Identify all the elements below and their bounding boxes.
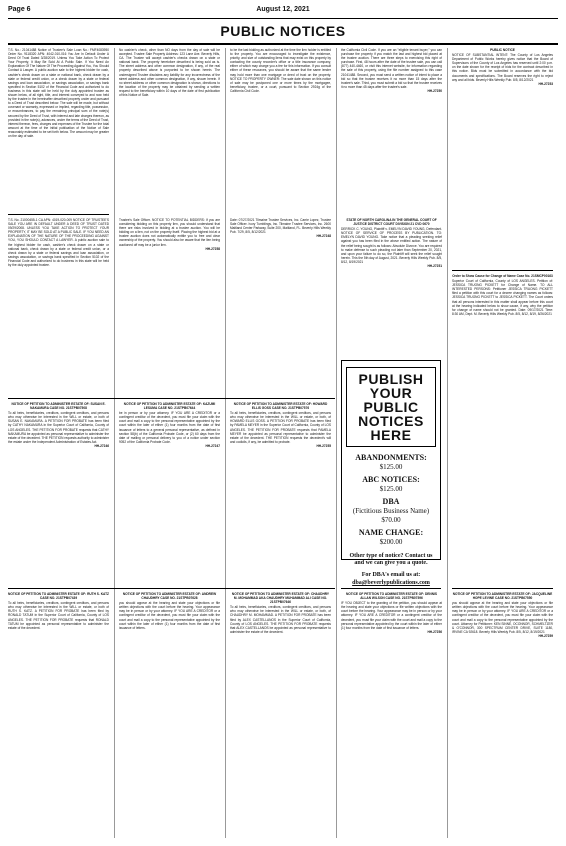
ad-email-link[interactable]: dba@beverlypublications.com	[352, 580, 430, 586]
page-number: Page 6	[8, 6, 31, 13]
issue-date: August 12, 2021	[256, 6, 310, 13]
notice-trustee-sale	[8, 48, 109, 138]
notice-body: Date: 07/27/2021 Tilmaine Trustee Services, Inc. Carrie Lopez, Trustee Sale Officer. Ivory Tumblings, Inc. Tilmaine Trustee Services, Inc. 2600 Maitland Center Parkway, Suite 200, Maitland, FL. Beverly Hills Weekly Pub. 7/29, 8/5, 8/12/2021	[230, 218, 331, 235]
column-3-middle	[230, 218, 331, 396]
column-3-bottom	[230, 592, 331, 838]
ad-abandonments-label: ABANDONMENTS:	[355, 453, 427, 462]
notice-body: you should appear at the hearing and state your objections or file written objections with the court before the hearing. Your appearance may be in person or by your attorney. IF YOU ARE A CREDITOR or a contingent creditor of the decedent, you must file your claim with the court and mail a copy to the personal representative appointed by the court within the later of either (1) four months from the date of first issuance of letters.	[119, 601, 220, 630]
notice-trustee-sale-cont	[230, 48, 331, 93]
notice-title: NOTICE OF PETITION TO ADMINISTER ESTATE OF: ANDREW CHAUDHRY CASE NO. 21STPB07628	[122, 592, 217, 601]
column-5-bottom	[452, 592, 553, 838]
notice-body: To all heirs, beneficiaries, creditors, contingent creditors, and persons who may otherwise be interested in the WILL or estate, or both of RUTH S. KATZ. A PETITION FOR PROBATE has been filed by RONALD TATUM in the Superior Court of California, County of LOS ANGELES. THE PETITION FOR PROBATE requests that RONALD TATUM be appointed as personal representative to administer the estate of the decedent.	[8, 601, 109, 630]
ad-email-label: For DBA's email us at:	[361, 572, 421, 578]
ad-abandonments-price: $125.00	[379, 463, 403, 471]
notice-title: NOTICE OF PETITION TO ADMINISTER ESTATE OF: JACQUELINE HOPE LEVINE CASE NO. 21STPB07550	[452, 592, 553, 601]
notice-reference: HH-27255	[316, 443, 331, 448]
ad-name-change-label: NAME CHANGE:	[358, 528, 424, 537]
notice-reference: HH-27246	[94, 443, 109, 448]
notice-reference: HH-27247	[205, 443, 220, 448]
notice-probate	[119, 592, 220, 630]
notice-divider	[8, 214, 109, 215]
notice-body: be in person or by your attorney. IF YOU ARE A CREDITOR or a contingent creditor of the decedent, you must file your claim with the court and mail a copy to the personal representative appointed by the court within the later of either (1) four months from the date of first issuance of letters to a general personal representative, as defined in section 58(b) of the California Probate Code, or (2) 60 days from the date of mailing or personal delivery to you of a notice under section 9052 of the California Probate Code.	[119, 411, 220, 444]
column-4-top	[341, 48, 442, 208]
notice-title: NOTICE OF PETITION TO ADMINISTER ESTATE OF: CHAUDHRY M. MOHAMMAD AKA CHAUDHRY MUHAMMAD ALI CASE NO. 21STPB07646	[231, 592, 330, 605]
column-1-lower	[8, 402, 109, 586]
notice-title: PUBLIC NOTICE	[490, 48, 515, 52]
notice-body: NOTICE OF SUBSTANTIAL INTENT: The County of Los Angeles Department of Public Works hereby gives notice that the Board of Supervisors of the County of Los Angeles has reserved until 2:00 p.m. on the date shown for the receipt of bids for the contract described in this notice. Bids must be submitted in accordance with the bid documents and specifications. The Board reserves the right to reject any and all bids. Beverly Hills Weekly Pub. 8/5, 8/12/2021	[452, 53, 553, 82]
column-divider	[114, 48, 115, 838]
column-4-middle	[341, 218, 442, 354]
notice-body: T.S. No. 21000455-1 CA APN: 4019-020-009 NOTICE OF TRUSTEE'S SALE YOU ARE IN DEFAULT UNDER A DEED OF TRUST DATED 09/29/2008. UNLESS YOU TAKE ACTION TO PROTECT YOUR PROPERTY, IT MAY BE SOLD AT A PUBLIC SALE. IF YOU NEED AN EXPLANATION OF THE NATURE OF THE PROCEEDING AGAINST YOU, YOU SHOULD CONTACT A LAWYER. A public auction sale to the highest bidder for cash, cashier's check drawn on a state or national bank, check drawn by a state or federal credit union, or a check drawn by a state or federal savings and loan association, or savings association, or savings bank specified in Section 5102 of the Financial Code and authorized to do business in this state will be held by the duly appointed trustee.	[8, 218, 109, 268]
notice-body: No cashier's check, other than NO days from the day of sale will be accepted. Trustee Sale Property Address: 123 Lane Ave. Beverly Hills, CA. The Trustee will accept cashier's checks drawn on a state or national bank. The property heretofore described is being sold as is. The street address and other common designation, if any, of the real property described above is purported to be shown herein. The undersigned Trustee disclaims any liability for any incorrectness of the street address and other common designation, if any, shown herein. If no street address or other common designation is shown, directions to the location of the property may be obtained by sending a written request to the beneficiary within 10 days of the date of first publication of this Notice of Sale.	[119, 48, 220, 98]
column-divider	[336, 48, 337, 838]
notice-title: NOTICE OF PETITION TO ADMINISTER ESTATE OF: SUSAN E. NAKAMURA CASE NO. 21STPB07508	[11, 402, 106, 411]
column-2-top	[119, 48, 220, 208]
column-3-top	[230, 48, 331, 208]
column-2-middle	[119, 218, 220, 396]
notice-body: T.S. No.: 21041488 Notice of Trustee's Sale Loan No.: FMF4083950 Order No. 9118320 APN: 4042-010-016 You Are In Default Under A Deed Of Trust Dated 3/28/2019. Unless You Take Action To Protect Your Property, It May Be Sold At A Public Sale. If You Need An Explanation Of The Nature Of The Proceeding Against You, You Should Contact A Lawyer. A public auction sale to the highest bidder for cash, cashier's check drawn on a state or national bank, check drawn by a state or federal credit union, or a check drawn by a state or federal savings and loan association, or savings association, or savings bank specified in Section 5102 of the Financial Code and authorized to do business in this state will be held by the duly appointed trustee as shown below, of all right, title, and interest conveyed to and now held by the trustee in the hereinafter described property under and pursuant to a Deed of Trust described below. The sale will be made, but without covenant or warranty, expressed or implied, regarding title, possession, or encumbrances, to pay the remaining principal sum of the note(s) secured by the Deed of Trust, with interest and late charges thereon, as provided in the note(s), advances, under the terms of the Deed of Trust, interest thereon, fees, charges and expenses of the Trustee for the total amount at the time of the initial publication of the Notice of Sale reasonably estimated to be set forth below. The amount may be greater on the day of sale.	[8, 48, 109, 138]
column-5-middle	[452, 274, 553, 584]
notice-body: the California Civil Code. If you are an "eligible tenant buyer," you can purchase the property if you match the last and highest bid placed at the trustee auction. There are three steps to exercising this right of purchase. First, 48 hours after the date of the trustee sale, you can call (877) 440-4460, or visit this internet website, for information regarding the sale of this property, using the file number assigned to this case 21041488. Second, you must send a written notice of intent to place a bid so that the trustee receives it no more than 15 days after the trustee's sale. Third, you must submit a bid so that the trustee receives it no more than 45 days after the trustee's sale.	[341, 48, 442, 89]
notice-trustee-sale-cont	[119, 48, 220, 97]
notice-probate	[452, 592, 553, 638]
column-divider	[225, 48, 226, 838]
notice-probate	[230, 402, 331, 448]
notice-body: IF YOU OBJECT to the granting of the petition, you should appear at the hearing and state your objections or file written objections with the court before the hearing. Your appearance may be in person or by your attorney. IF YOU ARE A CREDITOR or a contingent creditor of the decedent, you must file your claim with the court and mail a copy to the personal representative appointed by the court within the later of either (1) four months from the date of first issuance of letters.	[341, 601, 442, 630]
ad-headline: PUBLISH YOUR PUBLIC NOTICES HERE	[346, 367, 436, 447]
notice-divorce-service	[341, 218, 442, 268]
column-4-bottom	[341, 592, 442, 838]
notice-trustee-sale-cont	[230, 218, 331, 238]
notice-body: To all heirs, beneficiaries, creditors, contingent creditors, and persons who may otherwise be interested in the WILL or estate, or both, of CHAUDHRY M. MOHAMMAD. A PETITION FOR PROBATE has been filed by ALEX CASTELLANOS in the Superior Court of California, County of LOS ANGELES. THE PETITION FOR PROBATE requests that ALEX CASTELLANOS be appointed as personal representative to administer the estate of the decedent.	[230, 605, 331, 634]
notice-public-works	[452, 48, 553, 86]
notice-reference: HH-27258	[205, 246, 220, 251]
ad-abc-label: ABC NOTICES:	[362, 475, 420, 484]
notice-trustee-sale-cont	[119, 218, 220, 251]
notice-trustee-sale-cont	[341, 48, 442, 93]
ad-abc-price: $125.00	[379, 485, 403, 493]
notice-reference: HH-27256	[427, 629, 442, 634]
page-header	[8, 4, 558, 18]
notice-body: To all heirs, beneficiaries, creditors, contingent creditors, and persons who may otherwise be interested in the WILL or estate, or both, of HOWARD ELLIS GOSS. A PETITION FOR PROBATE has been filed by PAMELA MEYER in the Superior Court of California, County of LOS ANGELES. THE PETITION FOR PROBATE requests that PAMELA MEYER be appointed as personal representative to administer the estate of the decedent. THE PETITION requests the decedent's will and codicils, if any, be admitted to probate.	[230, 411, 331, 444]
column-1-middle	[8, 218, 109, 396]
header-rule	[8, 18, 558, 19]
notice-divider	[8, 398, 335, 399]
notice-body: To all heirs, beneficiaries, creditors, contingent creditors, and persons who may otherwise be interested in the WILL or estate, or both of SUSAN E. NAKAMURA. A PETITION FOR PROBATE has been filed by CATHY NAKAMURA in the Superior Court of California, County of LOS ANGELES. THE PETITION FOR PROBATE requests that CATHY NAKAMURA be appointed as personal representative to administer the estate of the decedent. THE PETITION requests authority to administer the estate under the Independent Administration of Estates Act.	[8, 411, 109, 444]
ad-other-note: Other type of notice? Contact us and we can give you a quote.	[349, 553, 433, 566]
notice-reference: HH-27250	[427, 88, 442, 93]
notice-divider	[452, 588, 553, 589]
notice-title: NOTICE OF PETITION TO ADMINISTER ESTATE OF: DENNIS ALLAN WILSON CASE NO. 21STPB07596	[345, 592, 438, 601]
ad-dba-price: $70.00	[381, 516, 401, 524]
notice-body: to be the last bidding as authorized at the time the lien holder is entitled to the property. You are encouraged to investigate the existence, priority, and size of outstanding liens that may exist on this property by contacting the county recorder's office or a title insurance company, either of which may charge you a fee for this information. If you consult either of these resources, you should be aware that the same lender may hold more than one mortgage or deed of trust on the property. NOTICE TO PROPERTY OWNER: The sale date shown on this notice of sale may be postponed one or more times by the mortgagee, beneficiary, trustee, or a court, pursuant to Section 2924g of the California Civil Code.	[230, 48, 331, 93]
notice-probate	[8, 402, 109, 448]
column-2-bottom	[119, 592, 220, 838]
notice-probate	[8, 592, 109, 630]
notice-title: STATE OF NORTH CAROLINA IN THE GENERAL COURT OF JUSTICE DISTRICT COURT DIVISION 21 CVD 0670	[346, 218, 437, 227]
notice-divider	[8, 588, 335, 589]
notice-body: Trustee's Sale Officer. NOTICE TO POTENTIAL BIDDERS: If you are considering bidding on this property lien, you should understand that there are risks involved in bidding at a trustee auction. You will be bidding on a lien, not on the property itself. Placing the highest bid at a trustee auction does not automatically entitle you to free and clear ownership of the property. You should also be aware that the lien being auctioned off may be a junior lien.	[119, 218, 220, 247]
column-divider	[447, 48, 448, 838]
notice-title: Order to Show Cause for Change of Name Case No. 21SMCP00163	[452, 274, 553, 278]
ad-dba-sub: (Fictitious Business Name)	[352, 507, 430, 515]
column-3-lower	[230, 402, 331, 586]
notice-reference: HH-27253	[538, 81, 553, 86]
section-title-rule	[8, 43, 558, 45]
notice-divider	[452, 270, 553, 271]
notice-probate	[341, 592, 442, 634]
column-5-top	[452, 48, 553, 266]
notice-title: NOTICE OF PETITION TO ADMINISTER ESTATE OF: RUTH S. KATZ CASE NO. 21STPB07439	[8, 592, 109, 601]
notice-probate	[119, 402, 220, 448]
notice-reference: HH-27251	[427, 264, 442, 269]
notice-body: DERRICK C. YOUNG, Plaintiff v. EMELYN DAVID YOUNG, Defendant. NOTICE OF SERVICE OF PROCESS BY PUBLICATION. TO: EMELYN DAVID YOUNG. Take notice that a pleading seeking relief against you has been filed in the above entitled action. The nature of the relief being sought is as follows: Absolute Divorce. You are required to make defense to such pleading not later than September 20, 2021, and upon your failure to do so, the Plaintiff will seek the relief sought herein. This the 5th day of August, 2021. Beverly Hills Weekly Pub. 8/5, 8/12, 8/19/2021	[341, 227, 442, 264]
notice-divider	[341, 588, 441, 589]
notice-body: you should appear at the hearing and state your objections or file written objections with the court before the hearing. Your appearance may be in person or by your attorney. IF YOU ARE A CREDITOR or a contingent creditor of the decedent, you must file your claim with the court and mail a copy to the personal representative appointed by the court. Attorney for Petitioner: KEN SINNE, OCONNOR, SCHMELTZER & O'CONNOR, 300 SPECTRUM CENTER DRIVE, SUITE 1180, IRVINE CA 92618. Beverly Hills Weekly Pub. 8/5, 8/12, 8/19/2021	[452, 601, 553, 634]
ad-name-change-price: $200.00	[379, 538, 403, 546]
column-1-bottom	[8, 592, 109, 838]
notice-title: NOTICE OF PETITION TO ADMINISTER ESTATE OF: HOWARD ELLIS GOSS CASE NO. 21STPB07576	[233, 402, 328, 411]
notice-trustee-sale-2	[8, 218, 109, 267]
notice-body: Superior Court of California, County of LOS ANGELES. Petition of: JESSICA TRUONG PICKETT for Change of Name. TO ALL INTERESTED PERSONS: Petitioner JESSICA TRUONG PICKETT filed a petition with this court for a decree changing names as follows: JESSICA TRUONG PICKETT to JESSICA PICKETT. The Court orders that all persons interested in this matter shall appear before this court at the hearing indicated below to show cause, if any, why the petition for change of name should not be granted. Date: 09/17/2021 Time: 8:30 AM, Dept. M. Beverly Hills Weekly Pub. 8/5, 8/12, 8/19, 8/26/2021	[452, 279, 553, 316]
notice-title: NOTICE OF PETITION TO ADMINISTER ESTATE OF: KAZUMI LESUMA CASE NO. 21STPB07644	[123, 402, 216, 411]
notice-probate	[230, 592, 331, 634]
notice-reference: HH-27248	[316, 234, 331, 239]
column-2-lower	[119, 402, 220, 586]
column-1-top	[8, 48, 109, 208]
ad-dba-label: DBA	[382, 497, 400, 506]
section-title: PUBLIC NOTICES	[220, 23, 346, 39]
notice-reference: HH-27259	[538, 633, 553, 638]
publish-notices-ad	[341, 360, 441, 586]
notice-name-change	[452, 274, 553, 316]
